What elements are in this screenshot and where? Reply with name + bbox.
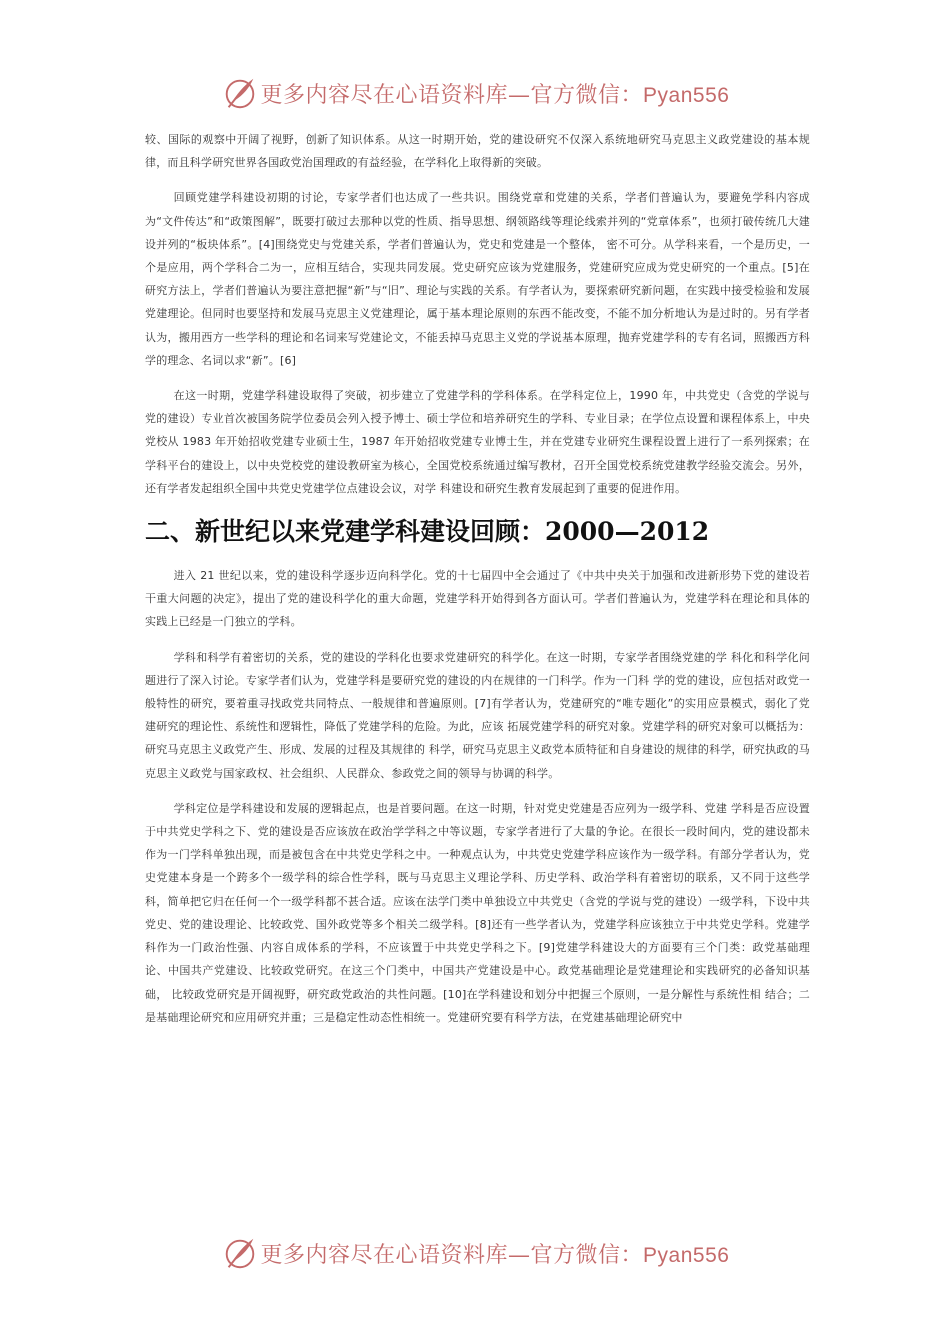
section-heading: 二、新世纪以来党建学科建设回顾：2000—2012 — [145, 517, 710, 547]
paragraph: 学科定位是学科建设和发展的逻辑起点，也是首要问题。在这一时期，针对党史党建是否应列为一级学科、党建 学科是否应设置于中共党史学科之下、党的建设是否应该放在政治学学科之中等议题，专家学者进行了大量的争论。在很长一段时间内，党的建设都未作为一门学科单独出现，而是被包含在中共党史学科之中。一种观点认为，中共党史党建学科应该作为一级学科。有部分学者认为，党史党建本身是一个跨多个一级学科的综合性学科，既与马克思主义理论学科、历史学科、政治学科有着密切的联系，又不同于这些学科，简单把它归在任何一个一级学科都不甚合适。应该在法学门类中单独设立中共党史（含党的学说与党的建设）一级学科，下设中共党史、党的建设理论、比较政党、国外政党等多个相关二级学科。[8]还有一些学者认为，党建学科应该独立于中共党史学科。党建学科作为一门政治性强、内容自成体系的学科，不应该置于中共党史学科之下。[9]党建学科建设大的方面要有三个门类：政党基础理论、中国共产党建设、比较政党研究。在这三个门类中，中国共产党建设是中心。政党基础理论是党建理论和实践研究的必备知识基础， 比较政党研究是开阔视野，研究政党政治的共性问题。[10]在学科建设和划分中把握三个原则，一是分解性与系统性相 结合；二是基础理论研究和应用研究并重；三是稳定性动态性相统一。党建研究要有科学方法，在党建基础理论研究中 — [145, 801, 810, 1024]
paragraph: 进入 21 世纪以来，党的建设科学逐步迈向科学化。党的十七届四中全会通过了《中共中央关于加强和改进新形势下党的建设若干重大问题的决定》，提出了党的建设科学化的重大命题，党建学科开始得到各方面认可。学者们普遍认为，党建学科在理论和具体的实践上已经是一门独立的学科。 — [145, 569, 810, 629]
banner-text: 更多内容尽在心语资料库—官方微信：Pyan556 — [260, 82, 730, 108]
paragraph: 回顾党建学科建设初期的讨论，专家学者们也达成了一些共识。围绕党章和党建的关系，学者们普遍认为，要避免学科内容成为“文件传达”和“政策图解”，既要打破过去那种以党的性质、指导思想、纲领路线等理论线索并列的“党章体系”，也须打破传统几大建设并列的“板块体系”。[4]围绕党史与党建关系，学者们普遍认为，党史和党建是一个整体， 密不可分。从学科来看，一个是历史，一个是应用，两个学科合二为一，应相互结合，实现共同发展。党史研究应该为党建服务，党建研究应成为党史研究的一个重点。[5]在研究方法上，学者们普遍认为要注意把握“新”与“旧”、理论与实践的关系。有学者认为，要探索研究新问题，在实践中接受检验和发展党建理论。但同时也要坚持和发展马克思主义党建理论，属于基本理论原则的东西不能改变，不能不加分析地认为是过时的。另有学者认为，搬用西方一些学科的理论和名词来写党建论文，不能丢掉马克思主义党的学说基本原理，抛弃党建学科的专有名词，照搬西方科学的理念、名词以求“新”。[6] — [145, 191, 810, 367]
footer-banner — [0, 1228, 950, 1278]
quill-logo-icon — [221, 74, 259, 112]
header-banner — [0, 68, 950, 118]
paragraph: 学科和科学有着密切的关系，党的建设的学科化也要求党建研究的科学化。在这一时期，专家学者围绕党建的学 科化和科学化问题进行了深入讨论。专家学者们认为，党建学科是要研究党的建设的内在规律的一门科学。作为一门科 学的党的建设，应包括对政党一般特性的研究，要着重寻找政党共同特点、一般规律和普遍原则。[7]有学者认为，党建研究的“唯专题化”的实用应景模式，弱化了党建研究的理论性、系统性和逻辑性，降低了党建学科的危险。为此，应该 拓展党建学科的研究对象。党建学科的研究对象可以概括为：研究马克思主义政党产生、形成、发展的过程及其规律的 科学，研究马克思主义政党本质特征和自身建设的规律的科学，研究执政的马克思主义政党与国家政权、社会组织、人民群众、参政党之间的领导与协调的科学。 — [145, 650, 810, 780]
quill-logo-icon — [221, 1234, 259, 1272]
document-body — [145, 128, 810, 1041]
banner-text: 更多内容尽在心语资料库—官方微信：Pyan556 — [260, 1242, 730, 1268]
wechat-id: Pyan556 — [643, 1243, 730, 1267]
paragraph: 在这一时期，党建学科建设取得了突破，初步建立了党建学科的学科体系。在学科定位上，1990 年，中共党史（含党的学说与党的建设）专业首次被国务院学位委员会列入授予博士、硕士学位和培养研究生的学科、专业目录；在学位点设置和课程体系上，中央党校从 1983 年开始招收党建专业硕士生，1987 年开始招收党建专业博士生，并在党建专业研究生课程设置上进行了一系列探索；在学科平台的建设上，以中央党校党的建设教研室为核心，全国党校系统通过编写教材，召开全国党校系统党建教学经验交流会。另外，还有学者发起组织全国中共党史党建学位点建设会议，对学 科建设和研究生教育发展起到了重要的促进作用。 — [145, 389, 810, 495]
paragraph: 较、国际的观察中开阔了视野，创新了知识体系。从这一时期开始，党的建设研究不仅深入系统地研究马克思主义政党建设的基本规律，而且科学研究世界各国政党治国理政的有益经验，在学科化上取得新的突破。 — [145, 133, 810, 170]
wechat-id: Pyan556 — [643, 83, 730, 107]
